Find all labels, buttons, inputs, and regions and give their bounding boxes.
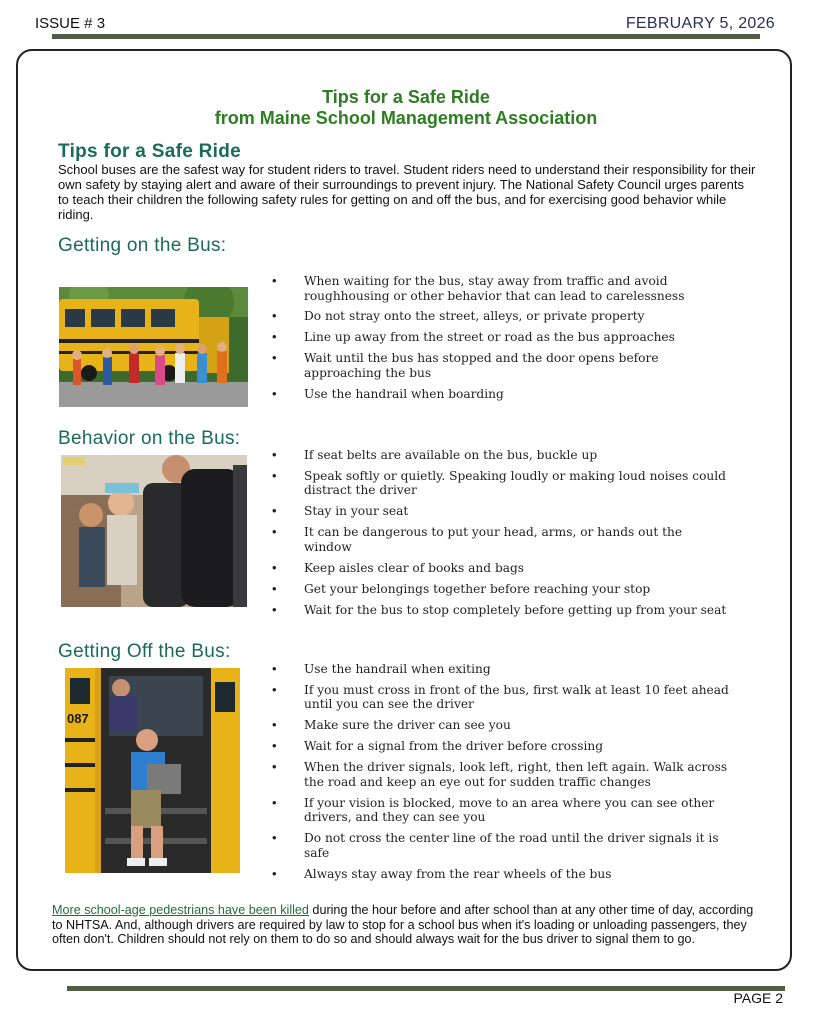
list-item: • When waiting for the bus, stay away from traffic and avoid roughhousing or other behavior that can lead to carelessness	[270, 274, 730, 303]
intro-paragraph: School buses are the safest way for student riders to travel. Student riders need to understand their responsibility for their own safety by staying alert and aware of their surroundings to prevent injury. The National Safety Council urges parents to teach their children the following safety rules for getting on and off the bus, and for exercising good behavior while riding.	[58, 162, 756, 222]
list-item: • Use the handrail when boarding	[270, 387, 730, 402]
section-heading-behavior: Behavior on the Bus:	[58, 428, 241, 449]
list-item: • If you must cross in front of the bus, first walk at least 10 feet ahead until you can see the driver	[270, 683, 730, 712]
photo-child-exiting-bus	[65, 668, 240, 873]
list-item: • Get your belongings together before reaching your stop	[270, 582, 730, 597]
closing-text: during the hour before and after school than at any other time of day, according to NHTSA. And, although drivers are required by law to stop for a school bus when it's loading or unloading passengers, they often don't. Children should not rely on them to do so and should always wait for the bus driver to signal them to go.	[52, 903, 754, 947]
tips-list-getting-on	[270, 274, 730, 408]
section-heading-getting-on: Getting on the Bus:	[58, 235, 227, 256]
list-item: • Do not stray onto the street, alleys, or private property	[270, 309, 730, 324]
photo-children-boarding-bus	[59, 287, 248, 407]
page-title-line-1: Tips for a Safe Ride	[322, 87, 490, 107]
list-item: • Always stay away from the rear wheels of the bus	[270, 867, 730, 882]
list-item: • Line up away from the street or road as the bus approaches	[270, 330, 730, 345]
list-item: • It can be dangerous to put your head, arms, or hands out the window	[270, 525, 730, 554]
list-item: • Wait for the bus to stop completely before getting up from your seat	[270, 603, 730, 618]
list-item: • Use the handrail when exiting	[270, 662, 730, 677]
list-item: • Stay in your seat	[270, 504, 730, 519]
list-item: • Wait until the bus has stopped and the door opens before approaching the bus	[270, 351, 730, 380]
section-heading-getting-off: Getting Off the Bus:	[58, 641, 231, 662]
tips-list-getting-off	[270, 662, 730, 888]
bus-number-text: 087	[67, 711, 89, 726]
top-rule	[52, 34, 760, 39]
list-item: • Keep aisles clear of books and bags	[270, 561, 730, 576]
page-title-line-2: from Maine School Management Association	[214, 108, 598, 128]
list-item: • Do not cross the center line of the road until the driver signals it is safe	[270, 831, 730, 860]
list-item: • Make sure the driver can see you	[270, 718, 730, 733]
issue-date: FEBRUARY 5, 2026	[625, 15, 775, 32]
pedestrian-stats-link[interactable]: More school-age pedestrians have been killed	[52, 903, 309, 917]
photo-children-in-bus-seats	[61, 455, 247, 607]
page-number: PAGE 2	[733, 990, 783, 1006]
bottom-rule	[67, 986, 785, 991]
list-item: • If your vision is blocked, move to an area where you can see other drivers, and they can see you	[270, 796, 730, 825]
list-item: • When the driver signals, look left, right, then left again. Walk across the road and keep an eye out for sudden traffic changes	[270, 760, 730, 789]
list-item: • Speak softly or quietly. Speaking loudly or making loud noises could distract the driver	[270, 469, 730, 498]
list-item: • Wait for a signal from the driver before crossing	[270, 739, 730, 754]
issue-number: ISSUE # 3	[35, 15, 106, 32]
tips-list-behavior	[270, 448, 730, 623]
list-item: • If seat belts are available on the bus, buckle up	[270, 448, 730, 463]
closing-paragraph	[52, 903, 757, 947]
intro-heading: Tips for a Safe Ride	[58, 141, 242, 162]
